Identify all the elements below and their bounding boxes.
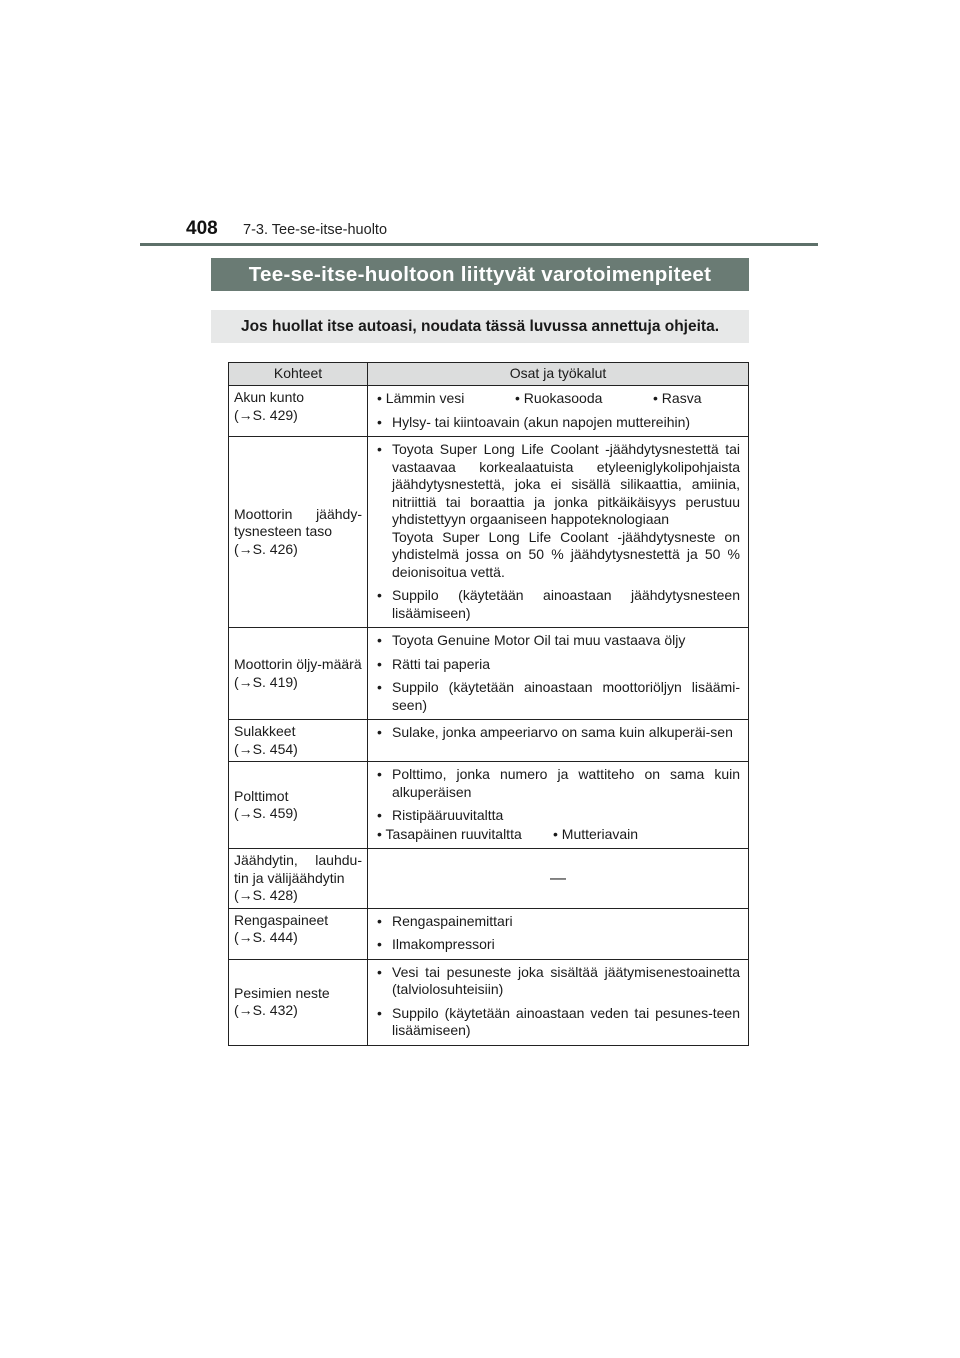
item-cell xyxy=(229,908,368,959)
tools-cell xyxy=(368,437,749,628)
list-item: • Rätti tai paperia xyxy=(375,656,740,674)
bullet-list xyxy=(375,913,740,954)
item-cell xyxy=(229,959,368,1045)
list-item: • Mutteriavain xyxy=(553,826,638,844)
item-label: Polttimot xyxy=(234,787,289,804)
table-row xyxy=(229,959,749,1045)
list-item: • Vesi tai pesuneste joka sisältää jäätymisenestoainetta (talviolosuhteisiin) xyxy=(375,964,740,999)
item-label: Rengaspaineet xyxy=(234,911,329,928)
tools-cell xyxy=(368,386,749,437)
table-row xyxy=(229,720,749,762)
inline-bullets xyxy=(375,826,740,844)
item-label: Pesimien neste xyxy=(234,984,330,1001)
tools-cell xyxy=(368,628,749,720)
item-label: Akun kunto xyxy=(234,389,305,405)
page-reference: (→S. 454) xyxy=(234,740,298,757)
table-row xyxy=(229,386,749,437)
page-reference: (→S. 444) xyxy=(234,929,298,945)
table-row xyxy=(229,437,749,628)
bullet-list xyxy=(375,632,740,714)
page-reference: (→S. 428) xyxy=(234,887,298,903)
tools-cell xyxy=(368,720,749,762)
list-item: • Ristipääruuvitaltta xyxy=(375,807,740,825)
inline-bullets xyxy=(375,390,740,408)
coolant-spec: • Toyota Super Long Life Coolant -jäähdytysnestettä tai vastaavaa korkealaatuista etyleeniglykolipohjaista jäähdytysnestettä, joka ei sisällä silikaattia, amiinia, nitriittiä tai boraattia ja jonka pitkäikäisyys perustuu yhdistettyyn orgaaniseen happoteknologiaan xyxy=(392,441,740,527)
item-cell xyxy=(229,628,368,720)
list-item: • Toyota Genuine Motor Oil tai muu vastaava öljy xyxy=(375,632,740,650)
list-item: • Suppilo (käytetään ainoastaan jäähdytysnesteen lisäämiseen) xyxy=(375,587,740,622)
item-label: Jäähdytin, lauhdu-tin ja välijäähdytin xyxy=(234,852,362,886)
list-item: • Rasva xyxy=(653,390,701,408)
list-item: • Lämmin vesi xyxy=(377,390,515,408)
tools-cell xyxy=(368,959,749,1045)
tools-cell xyxy=(368,762,749,849)
coolant-mix-note: Toyota Super Long Life Coolant -jäähdytysneste on yhdistelmä jossa on 50 % jäähdytysnestettä ja 50 % deionisoitua vettä. xyxy=(392,528,740,580)
page-reference: (→S. 419) xyxy=(234,673,298,690)
item-label: Moottorin jäähdy-tysnesteen taso xyxy=(234,505,362,540)
running-head: 7-3. Tee-se-itse-huolto xyxy=(243,222,388,238)
intro-text: Jos huollat itse autoasi, noudata tässä luvussa annettuja ohjeita. xyxy=(211,310,749,343)
item-cell xyxy=(229,437,368,628)
table-row xyxy=(229,762,749,849)
bullet-list xyxy=(375,441,740,622)
list-item: • Polttimo, jonka numero ja wattiteho on sama kuin alkuperäisen xyxy=(375,766,740,801)
item-cell xyxy=(229,849,368,909)
list-item: • Ruokasooda xyxy=(515,390,653,408)
list-item: • Tasapäinen ruuvitaltta xyxy=(377,826,553,844)
bullet-list xyxy=(375,414,740,432)
header-rule xyxy=(140,243,818,246)
table-row xyxy=(229,908,749,959)
bullet-list xyxy=(375,724,740,742)
tools-cell xyxy=(368,908,749,959)
column-header-tools: Osat ja työkalut xyxy=(368,363,749,386)
column-header-items: Kohteet xyxy=(229,363,368,386)
item-cell xyxy=(229,762,368,849)
table-row xyxy=(229,628,749,720)
bullet-list xyxy=(375,766,740,825)
item-label: Sulakkeet xyxy=(234,723,296,739)
bullet-list xyxy=(375,964,740,1040)
item-cell xyxy=(229,386,368,437)
list-item xyxy=(375,441,740,581)
item-label: Moottorin öljy-määrä xyxy=(234,656,362,672)
page-reference: (→S. 432) xyxy=(234,1002,298,1018)
table-header-row xyxy=(229,363,749,386)
list-item: • Suppilo (käytetään ainoastaan veden tai pesunes-teen lisäämiseen) xyxy=(375,1005,740,1040)
tools-table xyxy=(228,362,749,1046)
list-item: • Hylsy- tai kiintoavain (akun napojen muttereihin) xyxy=(375,414,740,432)
list-item: • Sulake, jonka ampeeriarvo on sama kuin alkuperäi-sen xyxy=(375,724,740,742)
list-item: • Rengaspainemittari xyxy=(375,913,740,931)
page-reference: (→S. 429) xyxy=(234,406,298,423)
item-cell xyxy=(229,720,368,762)
page-number: 408 xyxy=(186,218,218,239)
table-row xyxy=(229,849,749,909)
list-item: • Ilmakompressori xyxy=(375,936,740,954)
page-reference: (→S. 426) xyxy=(234,540,298,557)
no-tools-dash: — xyxy=(368,849,749,909)
list-item: • Suppilo (käytetään ainoastaan moottoriöljyn lisäämi-seen) xyxy=(375,679,740,714)
section-title: Tee-se-itse-huoltoon liittyvät varotoimenpiteet xyxy=(211,258,749,291)
page-reference: (→S. 459) xyxy=(234,805,298,821)
